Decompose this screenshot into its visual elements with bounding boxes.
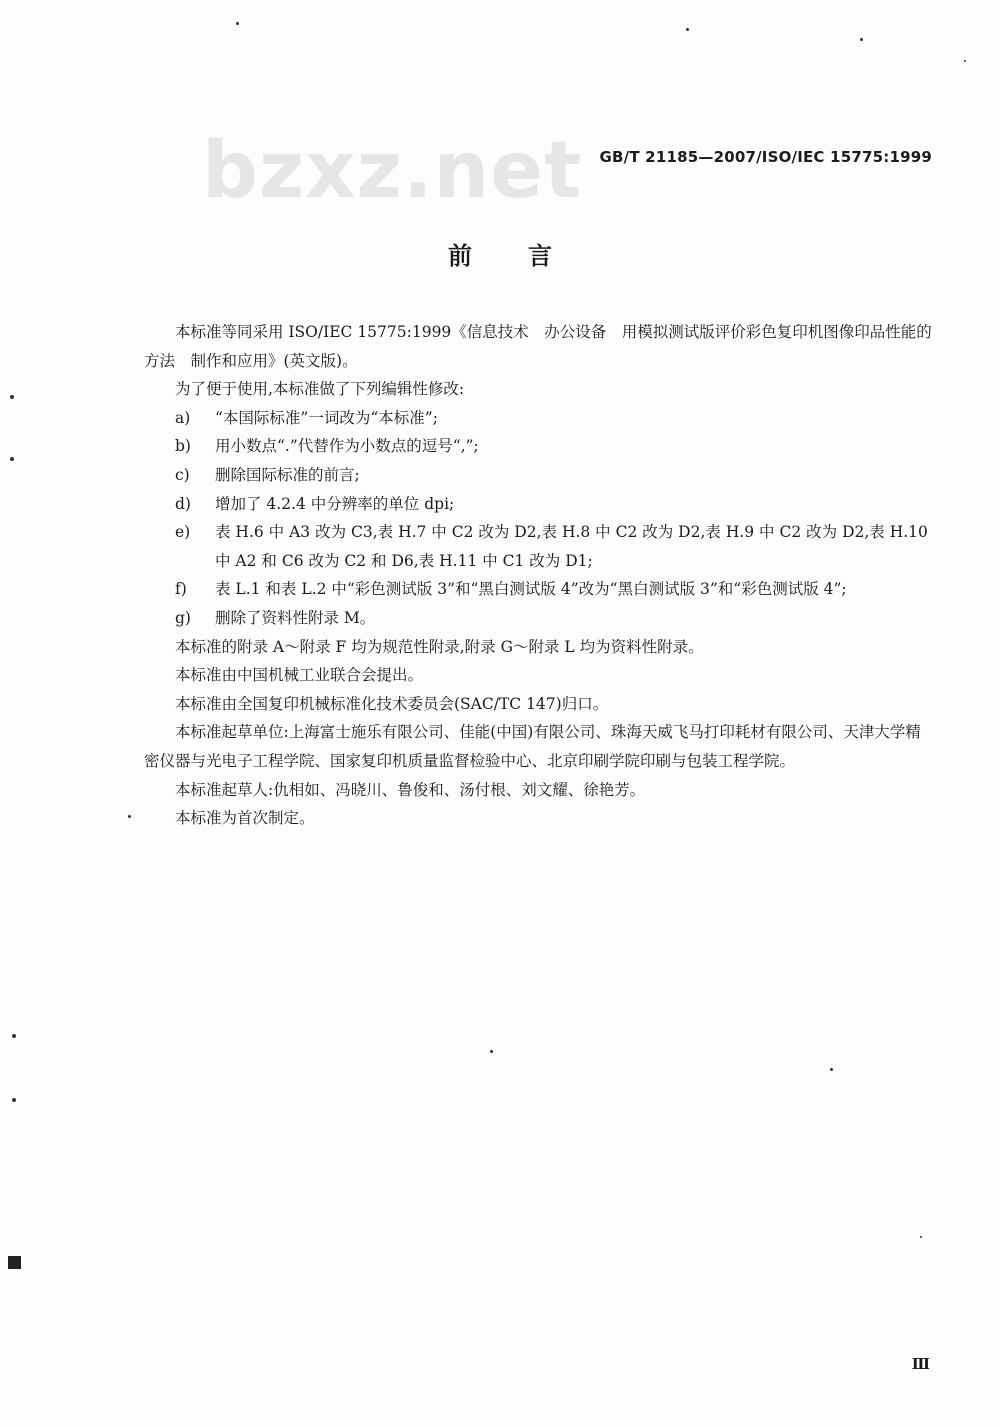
list-item <box>144 461 936 490</box>
scan-speck <box>830 1068 833 1071</box>
list-item-text: 删除国际标准的前言; <box>215 465 360 484</box>
scan-speck <box>964 60 966 62</box>
foreword-body <box>144 318 936 833</box>
paragraph-modifications-intro: 为了便于使用,本标准做了下列编辑性修改: <box>175 380 465 399</box>
page-title: 前言 <box>448 242 608 270</box>
scan-speck <box>10 395 14 399</box>
paragraph-adoption: 本标准等同采用 ISO/IEC 15775:1999《信息技术 办公设备 用模拟测试版评价彩色复印机图像印品性能的方法 制作和应用》(英文版)。 <box>144 323 932 370</box>
list-item <box>144 404 936 433</box>
paragraph-first-edition: 本标准为首次制定。 <box>175 809 315 828</box>
paragraph-committee: 本标准由全国复印机械标准化技术委员会(SAC/TC 147)归口。 <box>175 694 609 713</box>
list-item <box>144 432 936 461</box>
list-item-label: a) <box>175 408 191 427</box>
list-item-label: b) <box>175 437 191 456</box>
list-item-label: c) <box>175 465 190 484</box>
list-item <box>144 575 936 604</box>
list-item-label: f) <box>175 580 187 599</box>
paragraph-proposer: 本标准由中国机械工业联合会提出。 <box>175 666 424 685</box>
scan-speck <box>236 22 239 25</box>
scan-speck <box>128 815 131 818</box>
list-item-text: 表 L.1 和表 L.2 中“彩色测试版 3”和“黑白测试版 4”改为“黑白测试版 3”和“彩色测试版 4”; <box>215 580 847 599</box>
list-item <box>144 518 936 575</box>
scan-speck <box>12 1098 16 1102</box>
list-item <box>144 604 936 633</box>
scan-mark <box>8 1256 21 1269</box>
watermark: bzxz.net <box>202 126 583 216</box>
list-item <box>144 490 936 519</box>
list-item-text: 增加了 4.2.4 中分辨率的单位 dpi; <box>215 494 455 513</box>
scan-speck <box>920 1236 922 1238</box>
list-item-text: 用小数点“.”代替作为小数点的逗号“,”; <box>215 437 479 456</box>
list-item-label: d) <box>175 494 191 513</box>
standard-number: GB/T 21185—2007/ISO/IEC 15775:1999 <box>599 148 932 166</box>
page-number: Ⅲ <box>911 1355 930 1373</box>
scan-speck <box>10 457 14 461</box>
scan-speck <box>12 1034 16 1038</box>
paragraph-drafting-units: 本标准起草单位:上海富士施乐有限公司、佳能(中国)有限公司、珠海天威飞马打印耗材有限公司、天津大学精密仪器与光电子工程学院、国家复印机质量监督检验中心、北京印刷学院印刷与包装工程学院。 <box>144 723 921 770</box>
scan-speck <box>860 38 863 41</box>
list-item-label: e) <box>175 523 191 542</box>
paragraph-annexes: 本标准的附录 A～附录 F 均为规范性附录,附录 G～附录 L 均为资料性附录。 <box>175 637 704 656</box>
paragraph-drafters: 本标准起草人:仇相如、冯晓川、鲁俊和、汤付根、刘文耀、徐艳芳。 <box>175 780 646 799</box>
list-item-label: g) <box>175 608 191 627</box>
list-item-text: “本国际标准”一词改为“本标准”; <box>215 408 438 427</box>
scan-speck <box>490 1050 493 1053</box>
list-item-text: 删除了资料性附录 M。 <box>215 608 376 627</box>
scan-speck <box>686 28 689 31</box>
list-item-text: 表 H.6 中 A3 改为 C3,表 H.7 中 C2 改为 D2,表 H.8 中 C2 改为 D2,表 H.9 中 C2 改为 D2,表 H.10 中 A2 和 C6 改为 C2 和 D6,表 H.11 中 C1 改为 D1; <box>215 523 928 570</box>
